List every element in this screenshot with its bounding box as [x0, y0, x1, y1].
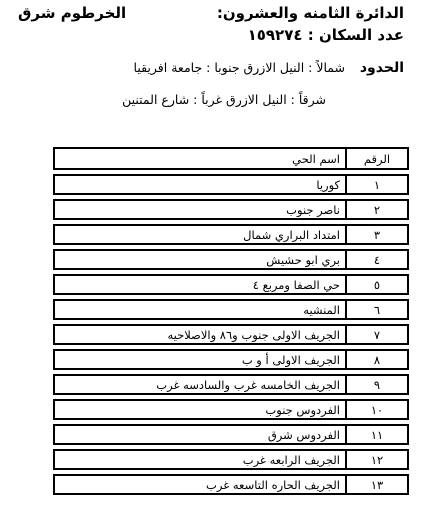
row-name: بري ابو حشيش	[53, 249, 347, 270]
row-name: حي الصفا ومربع ٤	[53, 274, 347, 295]
borders-north-south: شمالاً : النيل الازرق جنوبا : جامعة افريقيا	[133, 60, 345, 75]
table-row	[53, 424, 409, 445]
neighborhoods-table	[53, 143, 409, 499]
borders-east-west-line	[122, 92, 326, 107]
table-row	[53, 174, 409, 195]
table-row	[53, 324, 409, 345]
population-value: ١٥٩٢٧٤	[247, 26, 303, 44]
table-row	[53, 474, 409, 495]
borders-label: الحدود	[359, 60, 404, 76]
row-number: ١٣	[347, 474, 409, 495]
row-number: ٥	[347, 274, 409, 295]
row-number: ٨	[347, 349, 409, 370]
table-row	[53, 224, 409, 245]
row-number: ٦	[347, 299, 409, 320]
table-header-row	[53, 147, 409, 170]
row-name: ناصر جنوب	[53, 199, 347, 220]
row-name: الجريف الاولى جنوب و٨٦ والاصلاحيه	[53, 324, 347, 345]
row-name: الجريف الخامسه غرب والسادسه غرب	[53, 374, 347, 395]
row-name: امتداد البراري شمال	[53, 224, 347, 245]
row-number: ٤	[347, 249, 409, 270]
table-row	[53, 449, 409, 470]
row-number: ١٢	[347, 449, 409, 470]
row-name: الفردوس شرق	[53, 424, 347, 445]
row-number: ٣	[347, 224, 409, 245]
table-row	[53, 299, 409, 320]
population-line	[248, 26, 404, 44]
row-name: الفردوس جنوب	[53, 399, 347, 420]
table-row	[53, 199, 409, 220]
column-header-number: الرقم	[347, 147, 409, 170]
row-name: الجريف الرابعه غرب	[53, 449, 347, 470]
row-number: ١١	[347, 424, 409, 445]
locality-label: الخرطوم شرق	[18, 4, 127, 22]
table-row	[53, 274, 409, 295]
constituency-title	[217, 4, 404, 22]
population-label: عدد السكان :	[307, 26, 404, 44]
table-row	[53, 349, 409, 370]
table-row	[53, 249, 409, 270]
table-row	[53, 399, 409, 420]
column-header-name: اسم الحي	[53, 147, 347, 170]
row-name: المنشيه	[53, 299, 347, 320]
borders-east-west: شرقاً : النيل الازرق غرباً : شارع المتنين	[122, 92, 326, 107]
row-number: ٩	[347, 374, 409, 395]
row-name: الجريف الحاره التاسعه غرب	[53, 474, 347, 495]
row-number: ٧	[347, 324, 409, 345]
row-number: ٢	[347, 199, 409, 220]
table-row	[53, 374, 409, 395]
borders-line	[134, 60, 404, 76]
row-number: ١٠	[347, 399, 409, 420]
constituency-label: الدائرة الثامنه والعشرون:	[216, 4, 404, 22]
row-name: كوريا	[53, 174, 347, 195]
locality-name	[18, 4, 126, 22]
row-number: ١	[347, 174, 409, 195]
row-name: الجريف الاولى أ و ب	[53, 349, 347, 370]
